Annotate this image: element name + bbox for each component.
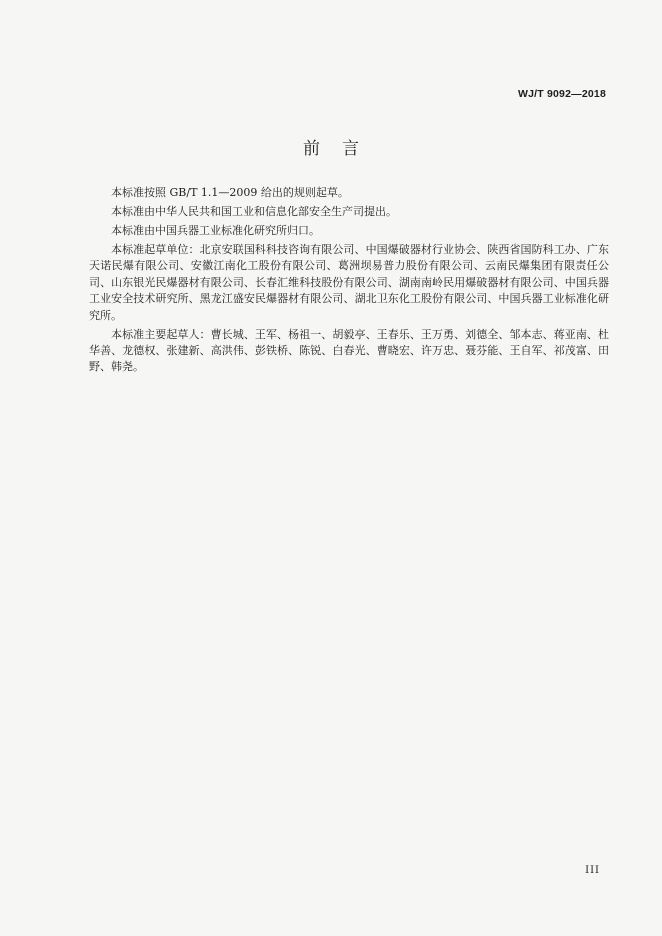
page-title: 前言 <box>303 139 381 159</box>
foreword-body <box>89 185 609 378</box>
paragraph-proposer: 本标准由中华人民共和国工业和信息化部安全生产司提出。 <box>111 205 397 218</box>
paragraph-drafting-rules: 本标准按照 GB/T 1.1—2009 给出的规则起草。 <box>111 186 349 199</box>
paragraph-drafting-units: 本标准起草单位：北京安联国科科技咨询有限公司、中国爆破器材行业协会、陕西省国防科工办、广东天诺民爆有限公司、安徽江南化工股份有限公司、葛洲坝易普力股份有限公司、云南民爆集团有限责任公司、山东银光民爆器材有限公司、长春汇维科技股份有限公司、湖南南岭民用爆破器材有限公司、中国兵器工业安全技术研究所、黑龙江盛安民爆器材有限公司、湖北卫东化工股份有限公司、中国兵器工业标准化研究所。 <box>89 243 609 322</box>
paragraph-drafters: 本标准主要起草人：曹长城、王军、杨祖一、胡毅亭、王春乐、王万勇、刘德全、邹本志、蒋亚南、杜华善、龙德权、张建新、高洪伟、彭铁桥、陈锐、白春光、曹晓宏、许万忠、聂芬能、王自军、祁茂富、田野、韩尧。 <box>89 327 609 374</box>
paragraph-administrator: 本标准由中国兵器工业标准化研究所归口。 <box>111 224 320 237</box>
page-number: III <box>585 865 600 876</box>
standard-number: WJ/T 9092—2018 <box>517 88 606 100</box>
